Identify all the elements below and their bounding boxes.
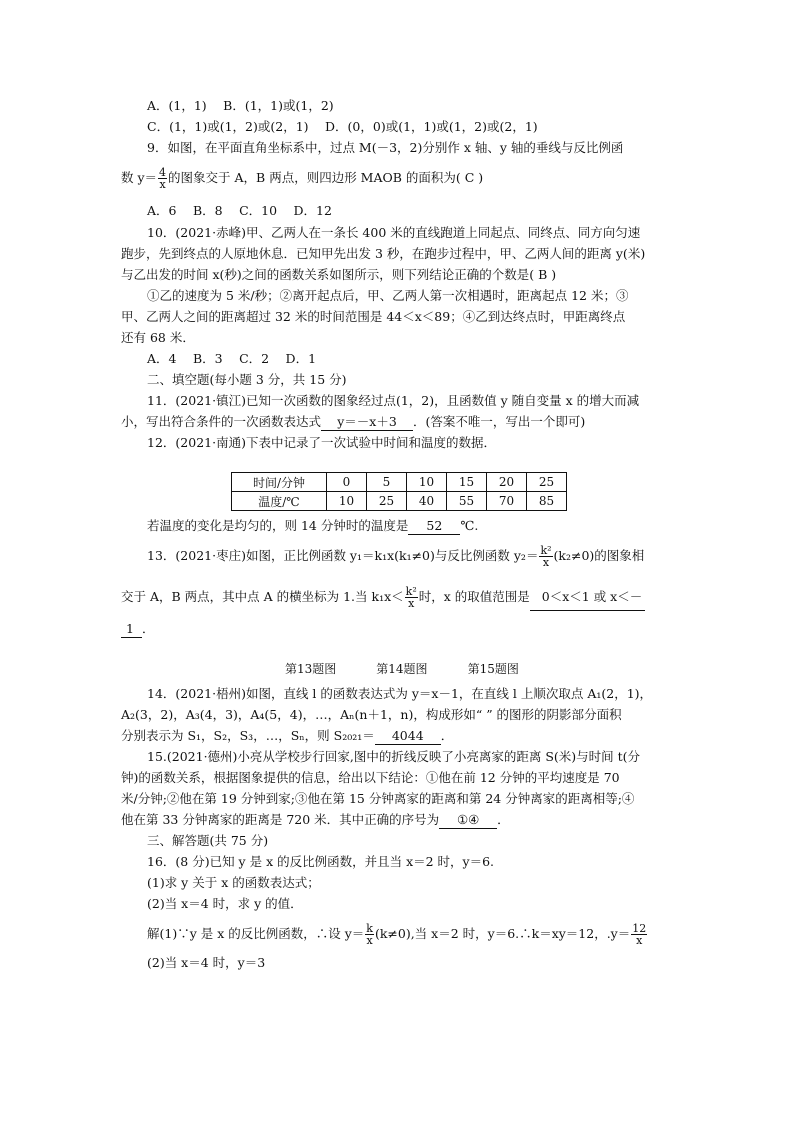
table-cell: 0: [327, 473, 367, 492]
q9-text-post: 的图象交于 A，B 两点，则四边形 MAOB 的面积为( C ): [168, 170, 484, 185]
q12-data-table: [231, 472, 567, 511]
q12-answer: 52: [408, 518, 460, 535]
caption-q15: 第15题图: [467, 662, 519, 676]
table-cell: 55: [447, 492, 487, 511]
q13-text-pre: 13．(2021·枣庄)如图，正比例函数 y₁＝k₁x(k₁≠0)与反比例函数 y₂＝: [147, 548, 539, 563]
table-cell: 5: [367, 473, 407, 492]
section-fill-in-heading: 二、填空题(每小题 3 分，共 15 分): [147, 372, 347, 387]
q10-line6: 还有 68 米．: [121, 330, 195, 345]
q16-sol-mid: (k≠0),当 x＝2 时，y＝6.∴k＝xy＝12，.y＝: [374, 926, 631, 941]
q13-frac2-denominator: x: [408, 597, 415, 610]
q9-fraction: [158, 167, 167, 190]
table-cell: 25: [367, 492, 407, 511]
q14-text-post: ．: [440, 728, 454, 743]
q12-text-post: ℃.: [460, 518, 479, 533]
q16-solution-line1: [147, 921, 648, 947]
q14-line3: [121, 728, 453, 745]
q11-answer: y＝－x＋3: [321, 414, 413, 431]
q15-answer: ①④: [439, 812, 497, 829]
table-cell: 10: [327, 492, 367, 511]
q14-line2: A₂(3，2)，A₃(4，3)，A₄(5，4)，…，Aₙ(n＋1，n)，构成形如“ ” 的图形的阴影部分面积: [121, 707, 622, 722]
q13-line2: [121, 584, 645, 611]
table-cell: 25: [527, 473, 567, 492]
q13-text2-post: 时，x 的取值范围是: [418, 589, 530, 604]
q16-line1: 16．(8 分)已知 y 是 x 的反比例函数，并且当 x＝2 时，y＝6.: [147, 854, 495, 869]
table-row: [232, 492, 567, 511]
q13-text-post: (k₂≠0)的图象相: [553, 548, 645, 563]
q11-text-pre: 小，写出符合条件的一次函数表达式: [121, 414, 322, 429]
q13-frac2-numerator: k²: [405, 585, 417, 598]
q9-line2: [121, 166, 483, 190]
q16-frac-numerator: k: [366, 922, 373, 935]
q10-line1: 10．(2021·赤峰)甲、乙两人在一条长 400 米的直线跑道上同起点、同终点、同方向匀速: [147, 225, 641, 240]
q8-options-line1: A．(1，1) B．(1，1)或(1，2): [147, 98, 334, 113]
q13-text2-pre: 交于 A，B 两点，其中点 A 的横坐标为 1.当 k₁x＜: [121, 589, 404, 604]
q15-text-post: ．: [497, 812, 510, 827]
q13-line3: [121, 621, 155, 638]
q10-options: A．4 B．3 C．2 D．1: [147, 351, 317, 366]
q16-frac-denominator: x: [366, 934, 373, 947]
section-solutions-heading: 三、解答题(共 75 分): [147, 833, 269, 848]
q15-line3: 米/分钟;②他在第 19 分钟到家;③他在第 15 分钟离家的距离和第 24 分钟离家的距离相等;④: [121, 791, 635, 806]
q10-line4: ①乙的速度为 5 米/秒；②离开起点后，甲、乙两人第一次相遇时，距离起点 12 米；③: [147, 288, 629, 303]
q9-frac-numerator: 4: [159, 166, 167, 179]
q10-line2: 跑步，先到终点的人原地休息．已知甲先出发 3 秒，在跑步过程中，甲、乙两人间的距离 y(米): [121, 246, 646, 261]
q13-text3-post: ．: [142, 621, 155, 636]
table-cell: 15: [447, 473, 487, 492]
q15-line2: 钟)的函数关系，根据图象提供的信息，给出以下结论：①他在前 12 分钟的平均速度是 70: [121, 770, 620, 785]
q9-options: A．6 B．8 C．10 D．12: [147, 203, 332, 218]
q16-line3: (2)当 x＝4 时，求 y 的值．: [147, 896, 303, 911]
figure-captions: [285, 660, 519, 677]
q12-text-pre: 若温度的变化是均匀的，则 14 分钟时的温度是: [147, 518, 409, 533]
q16-frac2-numerator: 12: [632, 922, 647, 935]
table-row-header: 温度/℃: [232, 492, 327, 511]
q10-line5: 甲、乙两人之间的距离超过 32 米的时间范围是 44＜x＜89；④乙到达终点时，甲距离终点: [121, 309, 626, 324]
table-cell: 40: [407, 492, 447, 511]
table-row-header: 时间/分钟: [232, 473, 327, 492]
q8-options-line2: C．(1，1)或(1，2)或(2，1) D．(0，0)或(1，1)或(1，2)或(2，1): [147, 119, 538, 134]
q13-answer-part2: 1: [121, 621, 142, 638]
q13-line1: [147, 543, 644, 569]
q15-line1: 15.(2021·德州)小亮从学校步行回家,图中的折线反映了小亮离家的距离 S(米)与时间 t(分: [147, 749, 641, 764]
q16-fraction2: [631, 923, 647, 946]
q10-line3: 与乙出发的时间 x(秒)之间的函数关系如图所示，则下列结论正确的个数是( B ): [121, 267, 557, 282]
q11-line2: [121, 414, 585, 431]
q13-fraction: [539, 545, 552, 568]
q14-text-pre: 分别表示为 S₁，S₂，S₃，…，Sₙ，则 S₂₀₂₁＝: [121, 728, 375, 743]
q12-line2: [147, 518, 478, 535]
q9-frac-denominator: x: [159, 178, 166, 191]
q9-line1: 9．如图，在平面直角坐标系中，过点 M(－3，2)分别作 x 轴、y 轴的垂线与反比例函: [147, 140, 624, 155]
q11-text-post: ．(答案不唯一，写出一个即可): [413, 414, 586, 429]
table-cell: 70: [487, 492, 527, 511]
q15-line4: [121, 812, 510, 829]
q15-text-pre: 他在第 33 分钟离家的距离是 720 米．其中正确的序号为: [121, 812, 440, 827]
q11-line1: 11．(2021·镇江)已知一次函数的图象经过点(1，2)，且函数值 y 随自变量 x 的增大而减: [147, 393, 640, 408]
q16-sol-pre: 解(1)∵y 是 x 的反比例函数，∴设 y＝: [147, 926, 365, 941]
table-cell: 85: [527, 492, 567, 511]
q9-text-pre: 数 y＝: [121, 170, 158, 185]
table-cell: 10: [407, 473, 447, 492]
caption-q14: 第14题图: [376, 662, 428, 676]
q14-line1: 14．(2021·梧州)如图，直线 l 的函数表达式为 y＝x－1，在直线 l 上顺次取点 A₁(2，1)，: [147, 686, 653, 701]
caption-q13: 第13题图: [285, 662, 337, 676]
q14-answer: 4044: [375, 728, 441, 745]
q16-frac2-denominator: x: [636, 934, 643, 947]
q16-fraction: [365, 923, 374, 946]
table-cell: 20: [487, 473, 527, 492]
table-row: [232, 473, 567, 492]
q12-line1: 12．(2021·南通)下表中记录了一次试验中时间和温度的数据．: [147, 435, 496, 450]
q13-frac-numerator: k²: [540, 544, 552, 557]
q16-solution-line2: (2)当 x＝4 时，y＝3: [147, 955, 266, 970]
q16-line2: (1)求 y 关于 x 的函数表达式；: [147, 875, 320, 890]
q13-frac-denominator: x: [542, 556, 550, 569]
q13-fraction2: [405, 586, 418, 609]
q13-answer-part1: 0＜x＜1 或 x＜－: [530, 584, 645, 611]
